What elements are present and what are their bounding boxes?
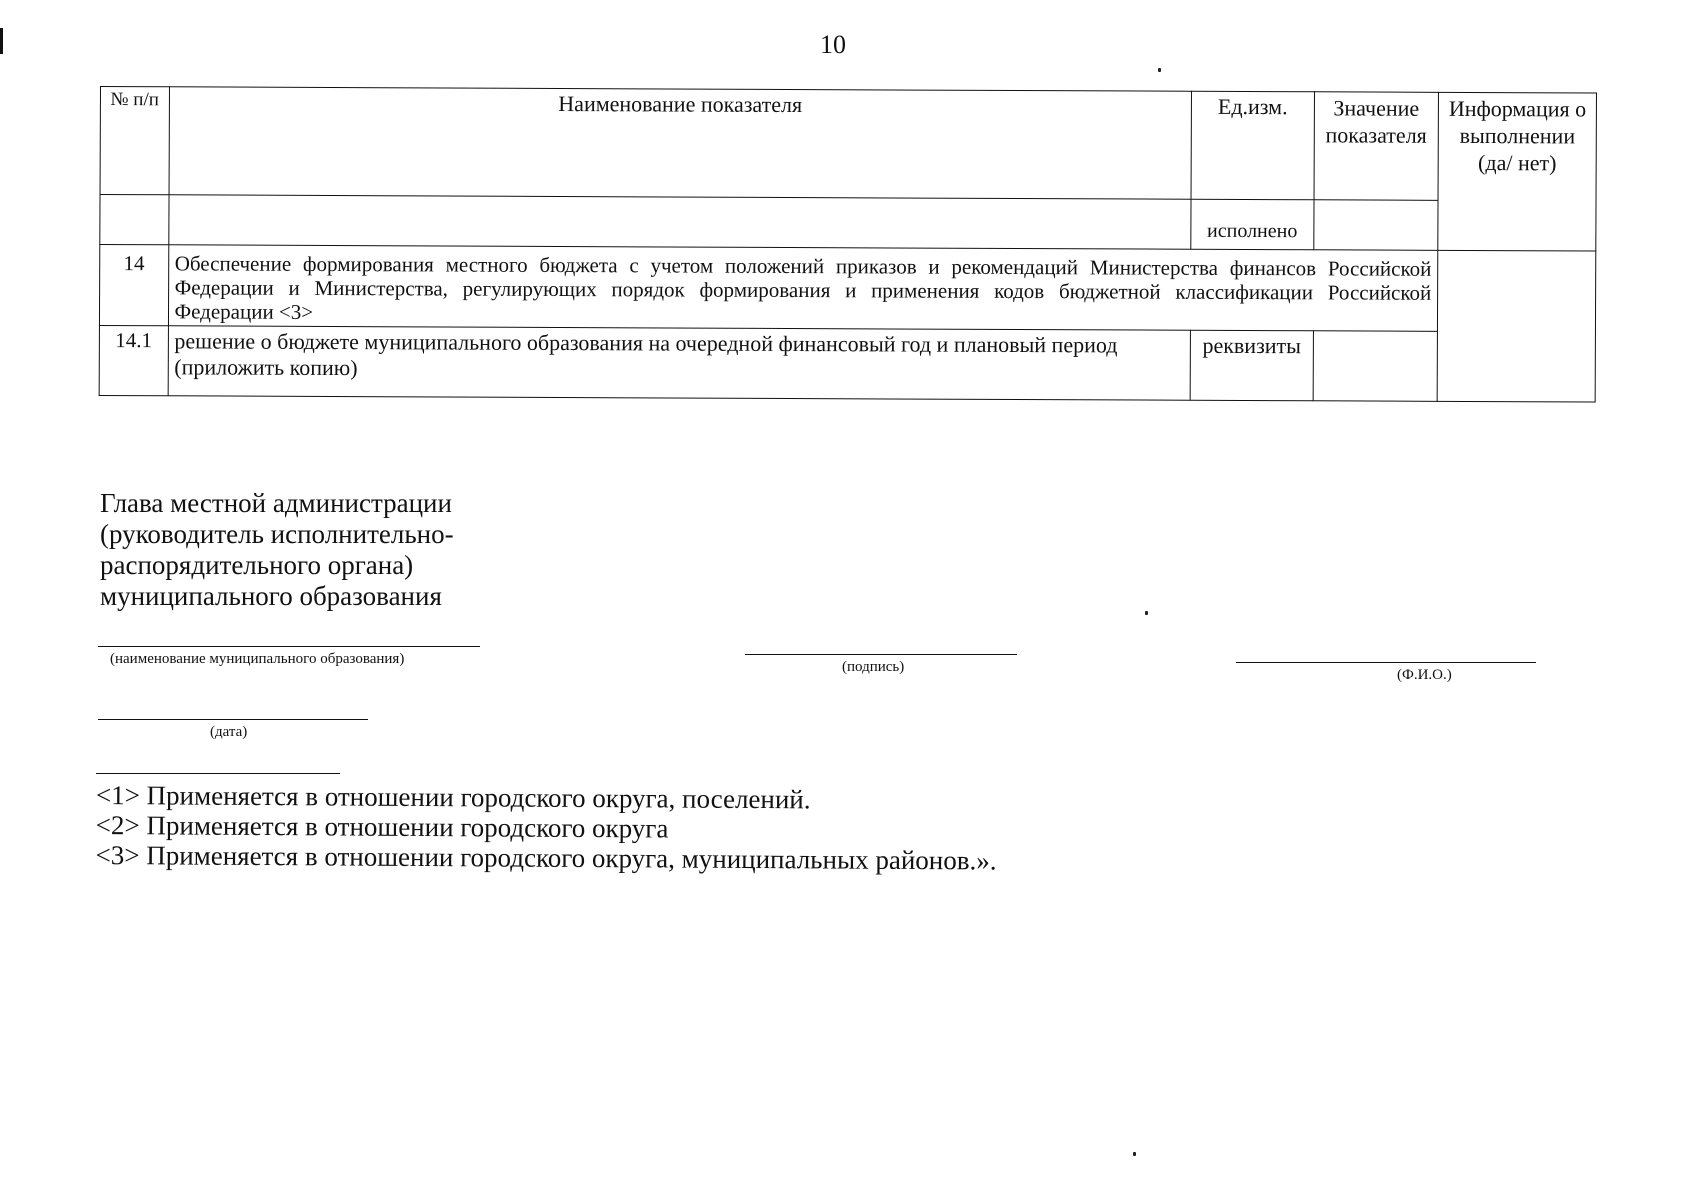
header-number: № п/п xyxy=(100,87,169,195)
footnote-separator xyxy=(96,773,340,774)
signature-title-line: распорядительного органа) xyxy=(100,550,414,580)
signature-title-line: (руководитель исполнительно- xyxy=(100,519,454,549)
empty-cell xyxy=(168,195,1191,249)
scan-edge-mark xyxy=(0,28,3,54)
date-caption: (дата) xyxy=(210,724,248,740)
header-unit: Ед.изм. xyxy=(1191,91,1314,200)
table-row xyxy=(99,325,1595,402)
signature-title-line: Глава местной администрации xyxy=(100,488,452,518)
section-title: Обеспечение формирования местного бюджета с учетом положений приказов и рекомендаций Министерства финансов Российской Федерации и Министерства, регулирующих порядок формирования и применения кодов бюджетной классификации Российской Федерации <3> xyxy=(168,245,1438,332)
header-value: Значение показателя xyxy=(1314,92,1439,201)
footnotes xyxy=(95,780,997,876)
signature-caption: (подпись) xyxy=(842,659,905,675)
signature-block-title xyxy=(100,488,454,612)
fio-caption: (Ф.И.О.) xyxy=(1397,667,1452,683)
page-number: 10 xyxy=(820,30,846,59)
org-name-caption: (наименование муниципального образования) xyxy=(110,651,405,667)
footnote: <3> Применяется в отношении городского округа, муниципальных районов.». xyxy=(95,839,997,876)
subrow-number: 14.1 xyxy=(99,325,168,395)
indicators-table xyxy=(99,86,1597,403)
fio-line xyxy=(1236,662,1536,663)
signature-title-line: муниципального образования xyxy=(100,581,442,611)
header-indicator-name: Наименование показателя xyxy=(169,87,1192,199)
scan-speck xyxy=(1158,68,1161,72)
date-line xyxy=(98,719,368,720)
info-cell xyxy=(1437,250,1595,402)
value-cell xyxy=(1313,331,1438,402)
footnote: <2> Применяется в отношении городского округа xyxy=(95,809,669,844)
subrow-unit: реквизиты xyxy=(1190,330,1313,401)
signature-line xyxy=(745,654,1017,655)
unit-cell: исполнено xyxy=(1191,199,1314,250)
value-cell xyxy=(1313,200,1438,251)
scan-speck xyxy=(1133,1152,1136,1156)
org-name-line xyxy=(98,646,480,647)
subrow-indicator-name: решение о бюджете муниципального образования на очередной финансовый год и плановый период (приложить копию) xyxy=(168,326,1191,400)
scan-speck xyxy=(1145,611,1148,615)
empty-cell xyxy=(100,195,169,245)
header-completion-info: Информация о выполнении (да/ нет) xyxy=(1438,92,1597,251)
table-row xyxy=(100,195,1596,252)
table-header-row xyxy=(100,87,1596,202)
section-row xyxy=(99,245,1595,333)
footnote: <1> Применяется в отношении городского округа, поселений. xyxy=(95,780,811,815)
section-number: 14 xyxy=(99,245,168,326)
